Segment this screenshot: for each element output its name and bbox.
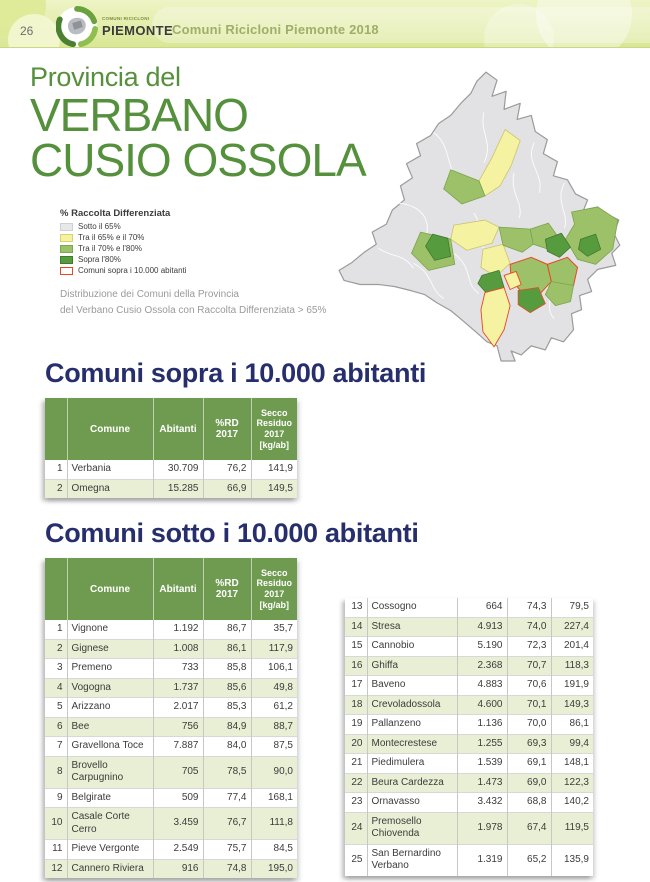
table-row bbox=[45, 678, 297, 698]
legend-title: % Raccolta Differenziata bbox=[60, 208, 171, 219]
row-value: 1.136 bbox=[457, 715, 507, 735]
col-rank bbox=[45, 398, 67, 460]
row-value: 1.192 bbox=[153, 620, 203, 639]
row-value: 195,0 bbox=[251, 859, 297, 878]
row-rank: 24 bbox=[345, 812, 367, 844]
row-value: 84,9 bbox=[203, 717, 251, 737]
map-legend bbox=[60, 208, 187, 277]
legend-item bbox=[60, 255, 187, 264]
header-title: Comuni Ricicloni Piemonte 2018 bbox=[172, 22, 379, 37]
legend-label: Tra il 70% e l'80% bbox=[78, 244, 142, 253]
row-value: 72,3 bbox=[507, 637, 551, 657]
col-secco-residuo: Secco Residuo 2017 [kg/ab] bbox=[251, 558, 297, 620]
row-rank: 22 bbox=[345, 773, 367, 793]
row-rank: 2 bbox=[45, 479, 67, 498]
table-row bbox=[45, 479, 297, 498]
table-row bbox=[345, 676, 593, 696]
row-rank: 1 bbox=[56, 623, 63, 634]
row-value: 66,9 bbox=[203, 479, 251, 498]
legend-items bbox=[60, 222, 187, 275]
legend-label: Sotto il 65% bbox=[78, 222, 121, 231]
row-value: 69,0 bbox=[507, 773, 551, 793]
legend-item bbox=[60, 244, 187, 253]
legend-label: Sopra l'80% bbox=[78, 255, 121, 264]
logo-top-text: COMUNI RICICLONI bbox=[102, 16, 150, 22]
row-value: 509 bbox=[153, 788, 203, 808]
row-rank: 14 bbox=[345, 617, 367, 637]
map-description-line1: Distribuzione dei Comuni della Provincia bbox=[60, 289, 239, 300]
col-comune: Comune bbox=[67, 558, 153, 620]
row-value: 168,1 bbox=[251, 788, 297, 808]
row-comune: Vignone bbox=[67, 620, 153, 639]
row-comune: Vogogna bbox=[67, 678, 153, 698]
logo-text bbox=[102, 17, 173, 37]
row-value: 191,9 bbox=[551, 676, 593, 696]
section-title-sotto: Comuni sotto i 10.000 abitanti bbox=[45, 518, 419, 548]
row-value: 75,7 bbox=[203, 840, 251, 860]
row-value: 86,1 bbox=[551, 715, 593, 735]
row-rank: 10 bbox=[45, 808, 67, 840]
province-title-line1: VERBANO bbox=[30, 89, 248, 141]
row-value: 67,4 bbox=[507, 812, 551, 844]
row-value: 70,7 bbox=[507, 656, 551, 676]
row-value: 149,5 bbox=[251, 479, 297, 498]
row-comune: Crevoladossola bbox=[367, 695, 457, 715]
row-value: 111,8 bbox=[251, 808, 297, 840]
row-value: 1.319 bbox=[457, 844, 507, 876]
table-row bbox=[45, 756, 297, 788]
row-value: 118,3 bbox=[551, 656, 593, 676]
row-comune: Arizzano bbox=[67, 698, 153, 718]
row-comune: Beura Cardezza bbox=[367, 773, 457, 793]
row-value: 705 bbox=[153, 756, 203, 788]
row-value: 65,2 bbox=[507, 844, 551, 876]
row-comune: Verbania bbox=[67, 460, 153, 479]
row-rank: 17 bbox=[345, 676, 367, 696]
table-row bbox=[45, 460, 297, 479]
row-comune: Brovello Carpugnino bbox=[67, 756, 153, 788]
legend-swatch bbox=[60, 256, 73, 264]
table-row bbox=[345, 617, 593, 637]
row-value: 227,4 bbox=[551, 617, 593, 637]
legend-item bbox=[60, 233, 187, 242]
row-value: 4.883 bbox=[457, 676, 507, 696]
row-value: 61,2 bbox=[251, 698, 297, 718]
province-title bbox=[30, 62, 366, 187]
row-comune: Pallanzeno bbox=[367, 715, 457, 735]
table-row bbox=[345, 754, 593, 774]
table-row bbox=[345, 656, 593, 676]
row-rank: 21 bbox=[345, 754, 367, 774]
province-map bbox=[333, 52, 650, 364]
col-comune: Comune bbox=[67, 398, 153, 460]
table-row bbox=[45, 840, 297, 860]
col-rd2017: %RD 2017 bbox=[203, 558, 251, 620]
row-value: 117,9 bbox=[251, 639, 297, 659]
logo-bottom-text: PIEMONTE bbox=[102, 22, 174, 38]
row-rank: 8 bbox=[45, 756, 67, 788]
row-value: 70,1 bbox=[507, 695, 551, 715]
row-value: 69,3 bbox=[507, 734, 551, 754]
row-comune: Cannobio bbox=[367, 637, 457, 657]
legend-label: Comuni sopra i 10.000 abitanti bbox=[78, 266, 187, 275]
recycle-logo-icon bbox=[56, 6, 98, 48]
row-value: 74,3 bbox=[507, 598, 551, 617]
row-value: 35,7 bbox=[251, 620, 297, 639]
row-value: 76,2 bbox=[203, 460, 251, 479]
row-rank: 18 bbox=[345, 695, 367, 715]
row-value: 4.600 bbox=[457, 695, 507, 715]
row-value: 69,1 bbox=[507, 754, 551, 774]
table-row bbox=[345, 773, 593, 793]
row-value: 74,0 bbox=[507, 617, 551, 637]
table-comuni-sotto-right bbox=[345, 598, 593, 876]
row-comune: Cannero Riviera bbox=[67, 859, 153, 878]
row-comune: Pieve Vergonte bbox=[67, 840, 153, 860]
row-rank: 3 bbox=[45, 659, 67, 679]
row-value: 86,7 bbox=[203, 620, 251, 639]
table-comuni-sopra bbox=[45, 398, 297, 498]
row-value: 77,4 bbox=[203, 788, 251, 808]
row-value: 90,0 bbox=[251, 756, 297, 788]
row-rank: 11 bbox=[45, 840, 67, 860]
table-row bbox=[345, 844, 593, 876]
row-value: 99,4 bbox=[551, 734, 593, 754]
row-rank: 15 bbox=[345, 637, 367, 657]
row-rank: 20 bbox=[345, 734, 367, 754]
row-rank: 19 bbox=[345, 715, 367, 735]
row-rank: 13 bbox=[351, 601, 363, 612]
row-value: 141,9 bbox=[251, 460, 297, 479]
row-comune: Omegna bbox=[67, 479, 153, 498]
legend-swatch bbox=[60, 245, 73, 253]
legend-swatch bbox=[60, 223, 73, 231]
row-value: 2.549 bbox=[153, 840, 203, 860]
row-value: 79,5 bbox=[551, 598, 593, 617]
row-comune: Montecrestese bbox=[367, 734, 457, 754]
col-abitanti: Abitanti bbox=[153, 398, 203, 460]
row-comune: Belgirate bbox=[67, 788, 153, 808]
row-value: 149,3 bbox=[551, 695, 593, 715]
row-value: 119,5 bbox=[551, 812, 593, 844]
row-value: 3.459 bbox=[153, 808, 203, 840]
table-row bbox=[345, 734, 593, 754]
row-value: 5.190 bbox=[457, 637, 507, 657]
row-rank: 16 bbox=[345, 656, 367, 676]
legend-swatch bbox=[60, 267, 73, 275]
row-comune: San Bernardino Verbano bbox=[367, 844, 457, 876]
row-value: 2.368 bbox=[457, 656, 507, 676]
section-title-sopra: Comuni sopra i 10.000 abitanti bbox=[45, 358, 427, 388]
col-rd2017: %RD 2017 bbox=[203, 398, 251, 460]
row-rank: 4 bbox=[45, 678, 67, 698]
row-value: 30.709 bbox=[153, 460, 203, 479]
row-value: 733 bbox=[153, 659, 203, 679]
row-comune: Ghiffa bbox=[367, 656, 457, 676]
row-value: 7.887 bbox=[153, 737, 203, 757]
table-row bbox=[345, 715, 593, 735]
row-comune: Baveno bbox=[367, 676, 457, 696]
page-number: 26 bbox=[20, 24, 34, 38]
col-rank bbox=[45, 558, 67, 620]
row-value: 70,0 bbox=[507, 715, 551, 735]
row-comune: Gignese bbox=[67, 639, 153, 659]
legend-swatch bbox=[60, 234, 73, 242]
row-value: 70,6 bbox=[507, 676, 551, 696]
row-value: 3.432 bbox=[457, 793, 507, 813]
row-rank: 7 bbox=[45, 737, 67, 757]
row-value: 68,8 bbox=[507, 793, 551, 813]
row-value: 2.017 bbox=[153, 698, 203, 718]
row-value: 84,0 bbox=[203, 737, 251, 757]
row-rank: 2 bbox=[45, 639, 67, 659]
table-comuni-sotto-left bbox=[45, 558, 297, 878]
row-comune: Premeno bbox=[67, 659, 153, 679]
row-value: 85,6 bbox=[203, 678, 251, 698]
province-title-line2: CUSIO OSSOLA bbox=[30, 134, 366, 187]
table-row bbox=[45, 808, 297, 840]
row-rank: 1 bbox=[56, 463, 63, 474]
row-rank: 23 bbox=[345, 793, 367, 813]
row-value: 1.978 bbox=[457, 812, 507, 844]
row-comune: Cossogno bbox=[367, 598, 457, 617]
table-row bbox=[345, 812, 593, 844]
map-description bbox=[60, 287, 326, 318]
row-value: 78,5 bbox=[203, 756, 251, 788]
col-abitanti: Abitanti bbox=[153, 558, 203, 620]
row-value: 106,1 bbox=[251, 659, 297, 679]
row-value: 1.473 bbox=[457, 773, 507, 793]
row-value: 49,8 bbox=[251, 678, 297, 698]
row-value: 88,7 bbox=[251, 717, 297, 737]
table-row bbox=[45, 737, 297, 757]
row-value: 1.539 bbox=[457, 754, 507, 774]
row-value: 135,9 bbox=[551, 844, 593, 876]
row-value: 1.737 bbox=[153, 678, 203, 698]
table-row bbox=[45, 620, 297, 639]
table-row bbox=[345, 598, 593, 617]
table-row bbox=[345, 793, 593, 813]
row-rank: 12 bbox=[45, 859, 67, 878]
row-value: 1.008 bbox=[153, 639, 203, 659]
map-description-line2: del Verbano Cusio Ossola con Raccolta Differenziata > 65% bbox=[60, 304, 327, 316]
row-value: 122,3 bbox=[551, 773, 593, 793]
table-row bbox=[345, 637, 593, 657]
row-value: 84,5 bbox=[251, 840, 297, 860]
row-comune: Gravellona Toce bbox=[67, 737, 153, 757]
row-value: 74,8 bbox=[203, 859, 251, 878]
table-row bbox=[45, 717, 297, 737]
province-title-pre: Provincia del bbox=[30, 62, 181, 92]
table-header bbox=[45, 398, 297, 460]
row-comune: Bee bbox=[67, 717, 153, 737]
row-value: 86,1 bbox=[203, 639, 251, 659]
row-value: 85,8 bbox=[203, 659, 251, 679]
row-comune: Premosello Chiovenda bbox=[367, 812, 457, 844]
row-comune: Ornavasso bbox=[367, 793, 457, 813]
row-rank: 9 bbox=[45, 788, 67, 808]
table-row bbox=[45, 659, 297, 679]
row-value: 85,3 bbox=[203, 698, 251, 718]
table-row bbox=[345, 695, 593, 715]
row-value: 4.913 bbox=[457, 617, 507, 637]
row-comune: Piedimulera bbox=[367, 754, 457, 774]
table-row bbox=[45, 788, 297, 808]
row-rank: 6 bbox=[45, 717, 67, 737]
row-rank: 25 bbox=[345, 844, 367, 876]
col-secco-residuo: Secco Residuo 2017 [kg/ab] bbox=[251, 398, 297, 460]
row-value: 756 bbox=[153, 717, 203, 737]
row-value: 201,4 bbox=[551, 637, 593, 657]
row-value: 664 bbox=[457, 598, 507, 617]
legend-item bbox=[60, 266, 187, 275]
row-value: 1.255 bbox=[457, 734, 507, 754]
table-row bbox=[45, 639, 297, 659]
table-row bbox=[45, 698, 297, 718]
legend-label: Tra il 65% e il 70% bbox=[78, 233, 145, 242]
row-value: 87,5 bbox=[251, 737, 297, 757]
row-comune: Stresa bbox=[367, 617, 457, 637]
row-value: 140,2 bbox=[551, 793, 593, 813]
legend-item bbox=[60, 222, 187, 231]
table-row bbox=[45, 859, 297, 878]
row-value: 76,7 bbox=[203, 808, 251, 840]
comuni-ricicloni-logo bbox=[56, 6, 173, 48]
table-header bbox=[45, 558, 297, 620]
row-rank: 5 bbox=[45, 698, 67, 718]
row-comune: Casale Corte Cerro bbox=[67, 808, 153, 840]
row-value: 15.285 bbox=[153, 479, 203, 498]
row-value: 916 bbox=[153, 859, 203, 878]
row-value: 148,1 bbox=[551, 754, 593, 774]
